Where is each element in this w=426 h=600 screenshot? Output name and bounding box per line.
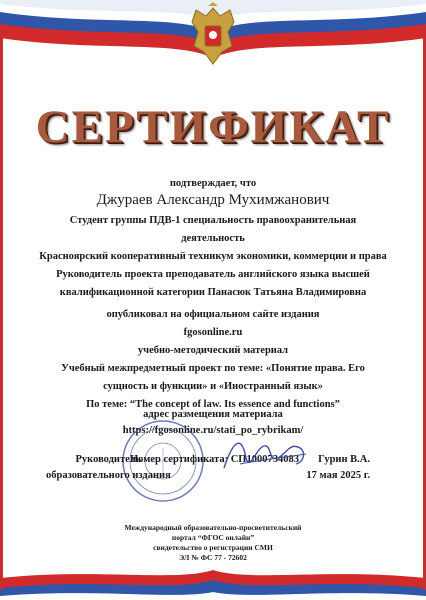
certificate-number: Номер сертификата: СП1000734083	[130, 454, 299, 465]
footer-line: ЭЛ № ФС 77 - 72602	[179, 553, 247, 562]
head-line: образовательного издания	[46, 470, 171, 481]
site-name: fgosonline.ru	[183, 327, 243, 338]
issue-date: 17 мая 2025 г.	[306, 470, 370, 481]
topic-english: По теме: “The concept of law. Its essence and functions”	[86, 399, 340, 410]
recipient-details	[30, 212, 396, 302]
detail-line: деятельность	[181, 233, 245, 244]
publication-info	[30, 306, 396, 414]
footer-line: портал “ФГОС онлайн”	[171, 533, 255, 542]
address-label: адрес размещения материала	[143, 409, 283, 420]
footer-line: Международный образовательно-просветительский	[124, 523, 302, 532]
material-type: учебно-методический материал	[137, 345, 289, 356]
signer-block	[306, 452, 370, 484]
address-url: https://fgosonline.ru/stati_po_rybrikam/	[122, 425, 304, 436]
detail-line: Студент группы ПДВ-1 специальность правоохранительная	[69, 215, 357, 226]
head-line: Руководитель	[75, 454, 142, 465]
recipient-name: Джураев Александр Мухимжанович	[96, 192, 330, 208]
published-text: опубликовал на официальном сайте издания	[106, 309, 320, 320]
double-headed-eagle-emblem-icon	[186, 2, 240, 68]
certificate-title: СЕРТИФИКАТ	[35, 101, 391, 153]
detail-line: Красноярский кооперативный техникум экономики, коммерции и права	[39, 251, 387, 262]
project-line: Учебный межпредметный проект по теме: «Понятие права. Его	[61, 363, 365, 374]
signer-name: Гурин В.А.	[318, 454, 370, 465]
confirms-text: подтверждает, что	[169, 178, 257, 189]
detail-line: квалификационной категории Панасюк Татьяна Владимировна	[59, 287, 367, 298]
detail-line: Руководитель проекта преподаватель английского языка высшей	[56, 269, 370, 280]
footer-line: свидетельство о регистрации СМИ	[153, 543, 273, 552]
project-line: сущность и функции» и «Иностранный язык»	[103, 381, 323, 392]
handwritten-signature	[220, 428, 310, 478]
footer-info	[0, 523, 426, 563]
